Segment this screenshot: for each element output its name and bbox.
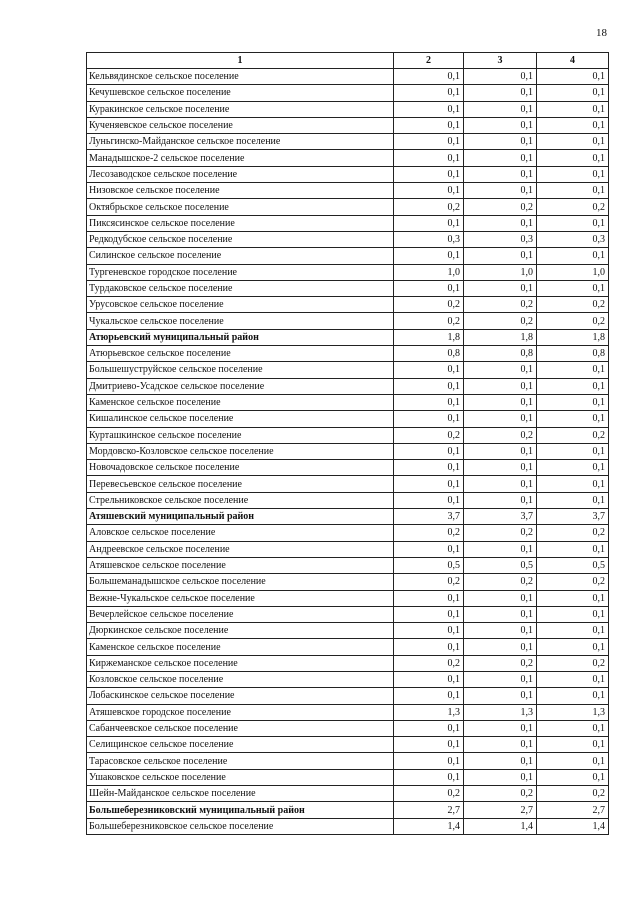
value-cell-col-4: 0,2 — [537, 655, 609, 671]
table-row — [87, 199, 609, 215]
value-cell-col-4: 1,4 — [537, 818, 609, 834]
value-cell-col-2: 0,1 — [394, 769, 464, 785]
value-cell-col-3: 0,1 — [464, 720, 537, 736]
value-cell-col-2: 0,1 — [394, 134, 464, 150]
value-cell-col-4: 0,1 — [537, 769, 609, 785]
value-cell-col-2: 0,1 — [394, 492, 464, 508]
header-col-1: 1 — [87, 53, 394, 69]
value-cell-col-4: 0,1 — [537, 753, 609, 769]
value-cell-col-2: 0,5 — [394, 557, 464, 573]
value-cell-col-2: 0,2 — [394, 655, 464, 671]
value-cell-col-4: 0,2 — [537, 297, 609, 313]
table-header-row — [87, 53, 609, 69]
value-cell-col-4: 0,1 — [537, 101, 609, 117]
value-cell-col-2: 0,1 — [394, 411, 464, 427]
value-cell-col-4: 2,7 — [537, 802, 609, 818]
table-row-district — [87, 802, 609, 818]
value-cell-col-4: 1,0 — [537, 264, 609, 280]
settlement-name-cell: Шейн-Майданское сельское поселение — [87, 786, 394, 802]
table-row — [87, 378, 609, 394]
settlement-name-cell: Перевесьевское сельское поселение — [87, 476, 394, 492]
value-cell-col-3: 1,3 — [464, 704, 537, 720]
value-cell-col-4: 0,1 — [537, 85, 609, 101]
settlement-name-cell: Каменское сельское поселение — [87, 639, 394, 655]
value-cell-col-4: 0,2 — [537, 786, 609, 802]
value-cell-col-3: 0,1 — [464, 476, 537, 492]
value-cell-col-2: 1,8 — [394, 329, 464, 345]
value-cell-col-4: 0,2 — [537, 199, 609, 215]
settlement-name-cell: Стрельниковское сельское поселение — [87, 492, 394, 508]
value-cell-col-3: 0,1 — [464, 248, 537, 264]
settlement-name-cell: Новочадовское сельское поселение — [87, 460, 394, 476]
settlement-name-cell: Мордовско-Козловское сельское поселение — [87, 443, 394, 459]
settlement-name-cell: Дюркинское сельское поселение — [87, 623, 394, 639]
settlement-name-cell: Кечушевское сельское поселение — [87, 85, 394, 101]
value-cell-col-3: 0,1 — [464, 215, 537, 231]
settlement-name-cell: Атяшевское городское поселение — [87, 704, 394, 720]
value-cell-col-4: 0,1 — [537, 460, 609, 476]
value-cell-col-2: 0,2 — [394, 313, 464, 329]
value-cell-col-3: 1,8 — [464, 329, 537, 345]
settlement-name-cell: Пиксясинское сельское поселение — [87, 215, 394, 231]
value-cell-col-2: 0,1 — [394, 737, 464, 753]
value-cell-col-2: 3,7 — [394, 509, 464, 525]
value-cell-col-2: 0,1 — [394, 623, 464, 639]
value-cell-col-2: 1,3 — [394, 704, 464, 720]
value-cell-col-3: 0,1 — [464, 492, 537, 508]
value-cell-col-3: 0,1 — [464, 769, 537, 785]
value-cell-col-4: 0,1 — [537, 443, 609, 459]
value-cell-col-3: 0,1 — [464, 606, 537, 622]
value-cell-col-2: 0,2 — [394, 786, 464, 802]
table-row — [87, 590, 609, 606]
value-cell-col-3: 0,8 — [464, 346, 537, 362]
value-cell-col-3: 0,1 — [464, 101, 537, 117]
value-cell-col-3: 2,7 — [464, 802, 537, 818]
value-cell-col-2: 0,1 — [394, 720, 464, 736]
value-cell-col-2: 0,2 — [394, 199, 464, 215]
value-cell-col-2: 2,7 — [394, 802, 464, 818]
value-cell-col-3: 0,1 — [464, 280, 537, 296]
settlement-name-cell: Аловское сельское поселение — [87, 525, 394, 541]
value-cell-col-3: 0,1 — [464, 671, 537, 687]
settlement-name-cell: Киржеманское сельское поселение — [87, 655, 394, 671]
table-row — [87, 492, 609, 508]
table-row — [87, 101, 609, 117]
settlement-name-cell: Сабанчеевское сельское поселение — [87, 720, 394, 736]
table-row — [87, 655, 609, 671]
table-row — [87, 786, 609, 802]
value-cell-col-4: 0,1 — [537, 215, 609, 231]
table-row — [87, 574, 609, 590]
value-cell-col-3: 0,1 — [464, 117, 537, 133]
value-cell-col-3: 0,5 — [464, 557, 537, 573]
table-row — [87, 264, 609, 280]
settlement-name-cell: Атяшевское сельское поселение — [87, 557, 394, 573]
settlement-name-cell: Урусовское сельское поселение — [87, 297, 394, 313]
table-row — [87, 704, 609, 720]
value-cell-col-3: 3,7 — [464, 509, 537, 525]
table-body — [87, 69, 609, 835]
settlement-name-cell: Кученяевское сельское поселение — [87, 117, 394, 133]
value-cell-col-2: 0,2 — [394, 525, 464, 541]
value-cell-col-4: 0,1 — [537, 639, 609, 655]
table-row — [87, 671, 609, 687]
table-row — [87, 476, 609, 492]
value-cell-col-3: 0,1 — [464, 69, 537, 85]
value-cell-col-3: 0,2 — [464, 427, 537, 443]
table-row — [87, 297, 609, 313]
settlement-name-cell: Вечерлейское сельское поселение — [87, 606, 394, 622]
table-row — [87, 183, 609, 199]
value-cell-col-4: 0,1 — [537, 117, 609, 133]
value-cell-col-3: 0,1 — [464, 378, 537, 394]
settlements-table — [86, 52, 609, 835]
settlement-name-cell: Лесозаводское сельское поселение — [87, 166, 394, 182]
settlement-name-cell: Атюрьевское сельское поселение — [87, 346, 394, 362]
value-cell-col-4: 0,1 — [537, 720, 609, 736]
settlement-name-cell: Дмитриево-Усадское сельское поселение — [87, 378, 394, 394]
table-row — [87, 346, 609, 362]
table-row — [87, 248, 609, 264]
value-cell-col-2: 0,1 — [394, 753, 464, 769]
value-cell-col-4: 0,2 — [537, 574, 609, 590]
settlement-name-cell: Ушаковское сельское поселение — [87, 769, 394, 785]
value-cell-col-4: 0,1 — [537, 671, 609, 687]
settlement-name-cell: Селищинское сельское поселение — [87, 737, 394, 753]
value-cell-col-4: 0,1 — [537, 411, 609, 427]
settlement-name-cell: Чукальское сельское поселение — [87, 313, 394, 329]
table-row — [87, 623, 609, 639]
value-cell-col-3: 0,2 — [464, 297, 537, 313]
value-cell-col-2: 0,1 — [394, 590, 464, 606]
value-cell-col-2: 0,1 — [394, 248, 464, 264]
value-cell-col-4: 0,1 — [537, 737, 609, 753]
value-cell-col-3: 0,1 — [464, 362, 537, 378]
value-cell-col-2: 0,8 — [394, 346, 464, 362]
table-row — [87, 362, 609, 378]
value-cell-col-4: 0,1 — [537, 280, 609, 296]
value-cell-col-4: 0,8 — [537, 346, 609, 362]
table-row — [87, 737, 609, 753]
value-cell-col-4: 0,1 — [537, 688, 609, 704]
table-row — [87, 166, 609, 182]
value-cell-col-4: 0,1 — [537, 69, 609, 85]
table-row — [87, 313, 609, 329]
value-cell-col-3: 0,1 — [464, 150, 537, 166]
table-row — [87, 215, 609, 231]
value-cell-col-2: 0,1 — [394, 639, 464, 655]
table-row — [87, 818, 609, 834]
value-cell-col-4: 3,7 — [537, 509, 609, 525]
table-row — [87, 557, 609, 573]
value-cell-col-3: 0,1 — [464, 623, 537, 639]
table-row — [87, 769, 609, 785]
value-cell-col-3: 0,2 — [464, 313, 537, 329]
value-cell-col-2: 0,1 — [394, 101, 464, 117]
settlement-name-cell: Курташкинское сельское поселение — [87, 427, 394, 443]
table-row — [87, 525, 609, 541]
value-cell-col-3: 0,1 — [464, 443, 537, 459]
value-cell-col-4: 0,1 — [537, 183, 609, 199]
value-cell-col-4: 0,1 — [537, 394, 609, 410]
value-cell-col-2: 0,1 — [394, 671, 464, 687]
settlement-name-cell: Андреевское сельское поселение — [87, 541, 394, 557]
value-cell-col-4: 0,1 — [537, 248, 609, 264]
value-cell-col-4: 0,1 — [537, 590, 609, 606]
settlement-name-cell: Кельвядинское сельское поселение — [87, 69, 394, 85]
table-row — [87, 69, 609, 85]
header-col-3: 3 — [464, 53, 537, 69]
settlement-name-cell: Большеберезниковское сельское поселение — [87, 818, 394, 834]
value-cell-col-3: 0,1 — [464, 166, 537, 182]
value-cell-col-4: 0,3 — [537, 231, 609, 247]
value-cell-col-3: 0,1 — [464, 394, 537, 410]
value-cell-col-2: 0,3 — [394, 231, 464, 247]
value-cell-col-2: 0,2 — [394, 297, 464, 313]
value-cell-col-2: 0,1 — [394, 606, 464, 622]
value-cell-col-2: 0,1 — [394, 117, 464, 133]
value-cell-col-3: 0,1 — [464, 590, 537, 606]
value-cell-col-4: 1,3 — [537, 704, 609, 720]
value-cell-col-4: 0,1 — [537, 378, 609, 394]
value-cell-col-3: 1,4 — [464, 818, 537, 834]
table-row — [87, 150, 609, 166]
value-cell-col-2: 0,1 — [394, 280, 464, 296]
value-cell-col-3: 0,1 — [464, 639, 537, 655]
value-cell-col-4: 0,2 — [537, 427, 609, 443]
value-cell-col-2: 0,2 — [394, 574, 464, 590]
value-cell-col-3: 0,1 — [464, 411, 537, 427]
value-cell-col-2: 0,1 — [394, 69, 464, 85]
header-col-2: 2 — [394, 53, 464, 69]
table-row — [87, 280, 609, 296]
settlement-name-cell: Куракинское сельское поселение — [87, 101, 394, 117]
value-cell-col-4: 0,5 — [537, 557, 609, 573]
settlement-name-cell: Каменское сельское поселение — [87, 394, 394, 410]
value-cell-col-2: 0,1 — [394, 541, 464, 557]
value-cell-col-3: 0,2 — [464, 655, 537, 671]
settlement-name-cell: Атяшевский муниципальный район — [87, 509, 394, 525]
table-row — [87, 639, 609, 655]
settlement-name-cell: Луньгинско-Майданское сельское поселение — [87, 134, 394, 150]
value-cell-col-3: 0,3 — [464, 231, 537, 247]
value-cell-col-4: 0,1 — [537, 541, 609, 557]
value-cell-col-2: 0,1 — [394, 215, 464, 231]
value-cell-col-4: 0,1 — [537, 492, 609, 508]
table-row-district — [87, 509, 609, 525]
table-row — [87, 394, 609, 410]
settlement-name-cell: Тарасовское сельское поселение — [87, 753, 394, 769]
value-cell-col-3: 0,2 — [464, 786, 537, 802]
table-row — [87, 231, 609, 247]
value-cell-col-2: 1,0 — [394, 264, 464, 280]
value-cell-col-2: 0,1 — [394, 460, 464, 476]
value-cell-col-3: 0,1 — [464, 85, 537, 101]
value-cell-col-3: 0,1 — [464, 134, 537, 150]
value-cell-col-3: 1,0 — [464, 264, 537, 280]
value-cell-col-3: 0,2 — [464, 574, 537, 590]
value-cell-col-3: 0,1 — [464, 688, 537, 704]
settlement-name-cell: Турдаковское сельское поселение — [87, 280, 394, 296]
settlement-name-cell: Низовское сельское поселение — [87, 183, 394, 199]
header-col-4: 4 — [537, 53, 609, 69]
table-row — [87, 606, 609, 622]
table-row — [87, 541, 609, 557]
value-cell-col-3: 0,1 — [464, 541, 537, 557]
settlement-name-cell: Большеберезниковский муниципальный район — [87, 802, 394, 818]
table-row-district — [87, 329, 609, 345]
value-cell-col-3: 0,2 — [464, 199, 537, 215]
value-cell-col-2: 0,1 — [394, 476, 464, 492]
value-cell-col-2: 0,1 — [394, 362, 464, 378]
value-cell-col-3: 0,1 — [464, 460, 537, 476]
value-cell-col-2: 0,1 — [394, 443, 464, 459]
value-cell-col-4: 0,1 — [537, 166, 609, 182]
table-row — [87, 753, 609, 769]
value-cell-col-2: 1,4 — [394, 818, 464, 834]
table-row — [87, 720, 609, 736]
table-row — [87, 117, 609, 133]
value-cell-col-3: 0,2 — [464, 525, 537, 541]
table-row — [87, 460, 609, 476]
settlement-name-cell: Кишалинское сельское поселение — [87, 411, 394, 427]
value-cell-col-2: 0,1 — [394, 394, 464, 410]
settlement-name-cell: Силинское сельское поселение — [87, 248, 394, 264]
settlement-name-cell: Тургеневское городское поселение — [87, 264, 394, 280]
value-cell-col-4: 0,1 — [537, 606, 609, 622]
value-cell-col-2: 0,1 — [394, 688, 464, 704]
value-cell-col-2: 0,1 — [394, 378, 464, 394]
value-cell-col-4: 0,1 — [537, 476, 609, 492]
settlement-name-cell: Редкодубское сельское поселение — [87, 231, 394, 247]
value-cell-col-4: 0,1 — [537, 134, 609, 150]
settlement-name-cell: Козловское сельское поселение — [87, 671, 394, 687]
value-cell-col-4: 1,8 — [537, 329, 609, 345]
settlement-name-cell: Большешуструйское сельское поселение — [87, 362, 394, 378]
value-cell-col-2: 0,2 — [394, 427, 464, 443]
value-cell-col-4: 0,2 — [537, 525, 609, 541]
settlement-name-cell: Атюрьевский муниципальный район — [87, 329, 394, 345]
value-cell-col-4: 0,1 — [537, 623, 609, 639]
settlement-name-cell: Манадышское-2 сельское поселение — [87, 150, 394, 166]
value-cell-col-2: 0,1 — [394, 183, 464, 199]
table-row — [87, 688, 609, 704]
settlement-name-cell: Лобаскинское сельское поселение — [87, 688, 394, 704]
value-cell-col-2: 0,1 — [394, 150, 464, 166]
table-row — [87, 134, 609, 150]
settlement-name-cell: Октябрьское сельское поселение — [87, 199, 394, 215]
value-cell-col-3: 0,1 — [464, 753, 537, 769]
table-row — [87, 427, 609, 443]
table-row — [87, 443, 609, 459]
table-row — [87, 411, 609, 427]
value-cell-col-2: 0,1 — [394, 85, 464, 101]
value-cell-col-3: 0,1 — [464, 737, 537, 753]
settlement-name-cell: Вежне-Чукальское сельское поселение — [87, 590, 394, 606]
value-cell-col-4: 0,2 — [537, 313, 609, 329]
value-cell-col-4: 0,1 — [537, 150, 609, 166]
settlement-name-cell: Большеманадышское сельское поселение — [87, 574, 394, 590]
value-cell-col-2: 0,1 — [394, 166, 464, 182]
value-cell-col-4: 0,1 — [537, 362, 609, 378]
page-number: 18 — [596, 27, 607, 39]
table-row — [87, 85, 609, 101]
value-cell-col-3: 0,1 — [464, 183, 537, 199]
